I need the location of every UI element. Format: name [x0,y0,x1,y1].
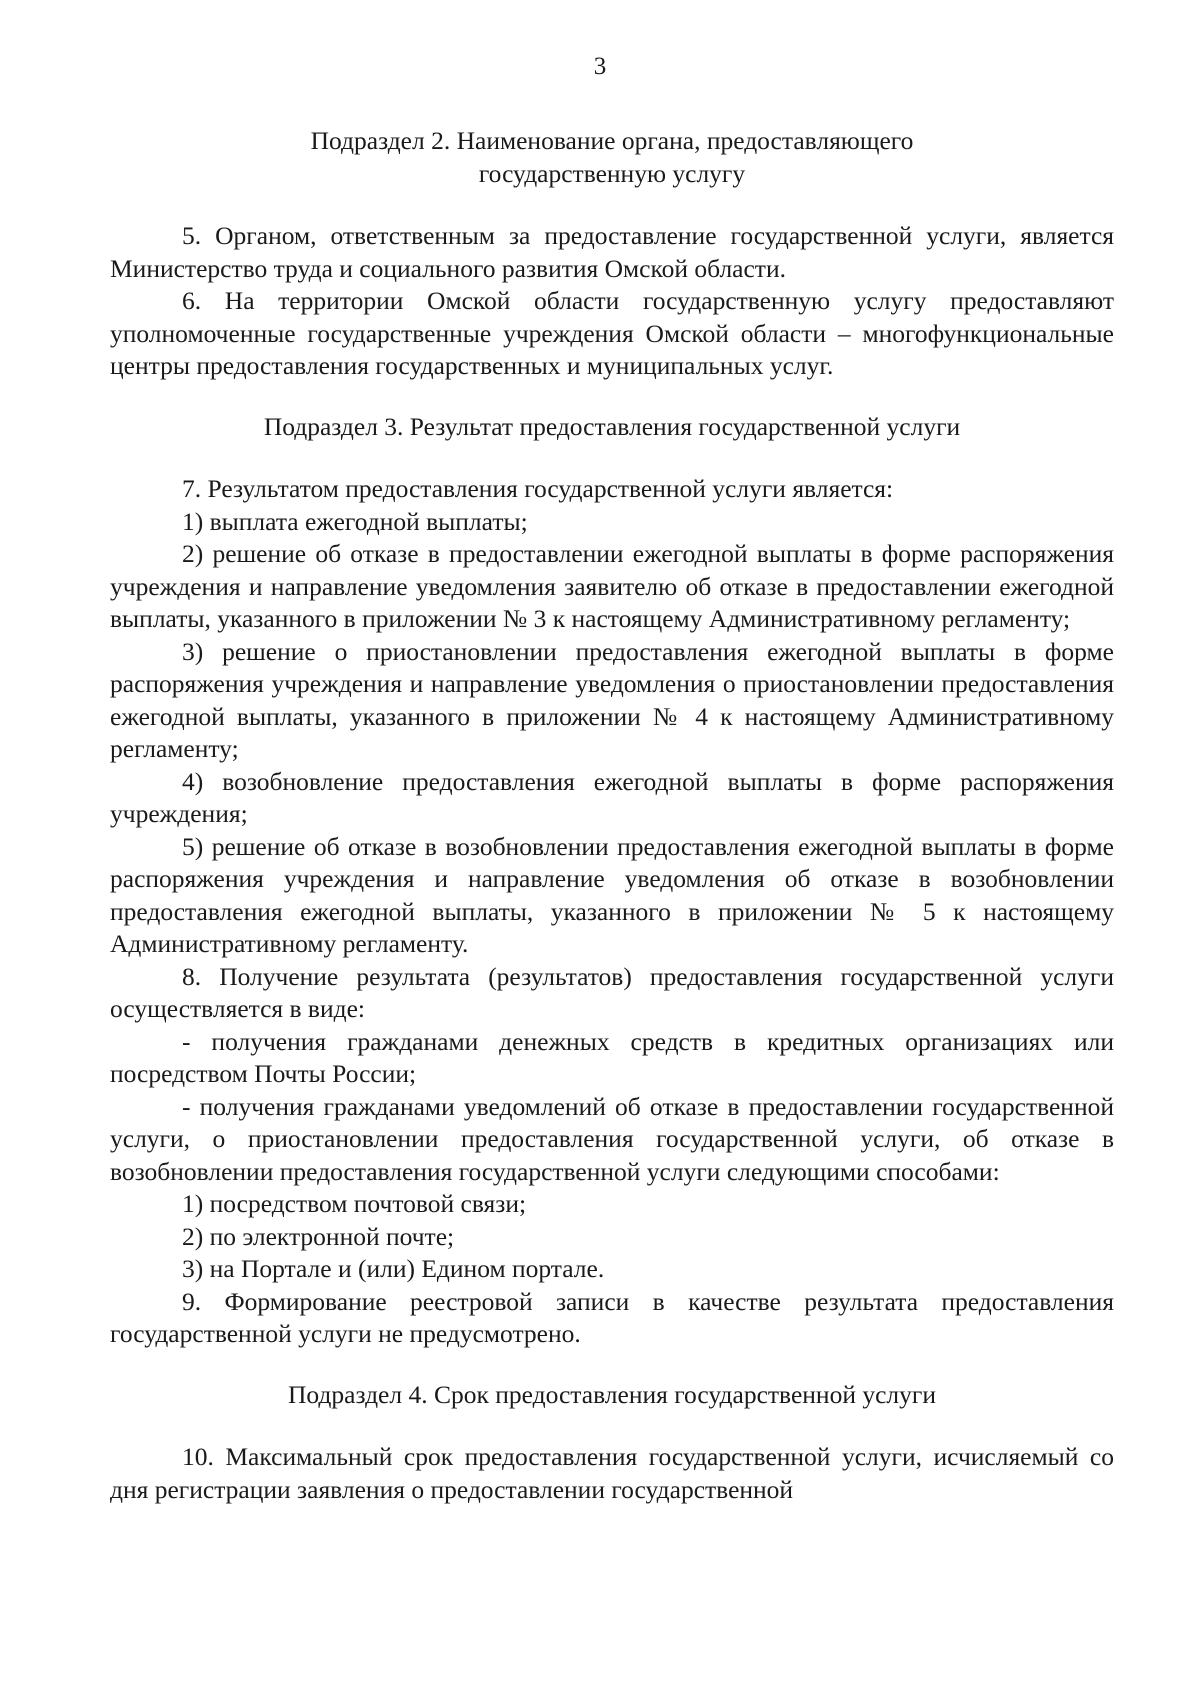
paragraph-6: 6. На территории Омской области государственную услугу предоставляют уполномоченные государственные учреждения Омской области – многофункциональные центры предоставления государственных и муниципальных услуг. [110,286,1114,380]
subsection-4-title: Подраздел 4. Срок предоставления государственной услуги [288,1379,936,1409]
page-number: 3 [593,53,607,80]
paragraph-8-item-2: - получения гражданами уведомлений об отказе в предоставлении государственной услуги, о приостановлении предоставления государственной услуги, об отказе в возобновлении предоставления государственной услуги следующими способами: [110,1091,1114,1186]
paragraph-7: 7. Результатом предоставления государственной услуги является: [182,474,894,503]
subsection-2-title-line1: Подраздел 2. Наименование органа, предоставляющего [310,126,914,155]
paragraph-7-item-4: 4) возобновление предоставления ежегодной выплаты в форме распоряжения учреждения; [110,766,1114,828]
paragraph-8-item-3: 1) посредством почтовой связи; [182,1189,527,1218]
paragraph-7-item-5: 5) решение об отказе в возобновлении предоставления ежегодной выплаты в форме распоряжения учреждения и направление уведомления об отказе в возобновлении предоставления ежегодной выплаты, указанного в приложении № 5 к настоящему Административному регламенту. [110,831,1114,958]
subsection-3-title: Подраздел 3. Результат предоставления государственной услуги [263,411,961,441]
paragraph-8-item-5: 3) на Портале и (или) Едином портале. [182,1254,605,1283]
paragraph-10: 10. Максимальный срок предоставления государственной услуги, исчисляемый со дня регистрации заявления о предоставлении государственной [110,1442,1114,1504]
document-body [110,125,1114,1506]
paragraph-5: 5. Органом, ответственным за предоставление государственной услуги, является Министерство труда и социального развития Омской области. [110,221,1114,283]
paragraph-7-item-2: 2) решение об отказе в предоставлении ежегодной выплаты в форме распоряжения учреждения и направление уведомления заявителю об отказе в предоставлении ежегодной выплаты, указанного в приложении № 3 к настоящему Административному регламенту; [110,539,1114,633]
subsection-2-title-line2: государственную услугу [478,158,746,188]
paragraph-9: 9. Формирование реестровой записи в качестве результата предоставления государственной услуги не предусмотрено. [110,1286,1114,1348]
paragraph-7-item-1: 1) выплата ежегодной выплаты; [182,506,528,536]
paragraph-8-item-1: - получения гражданами денежных средств в кредитных организациях или посредством Почты России; [110,1026,1114,1088]
subsection-2-title [110,125,1114,190]
paragraph-8: 8. Получение результата (результатов) предоставления государственной услуги осуществляется в виде: [110,961,1114,1023]
paragraph-8-item-4: 2) по электронной почте; [182,1221,455,1251]
paragraph-7-item-3: 3) решение о приостановлении предоставления ежегодной выплаты в форме распоряжения учреждения и направление уведомления о приостановлении предоставления ежегодной выплаты, указанного в приложении № 4 к настоящему Административному регламенту; [110,636,1114,763]
